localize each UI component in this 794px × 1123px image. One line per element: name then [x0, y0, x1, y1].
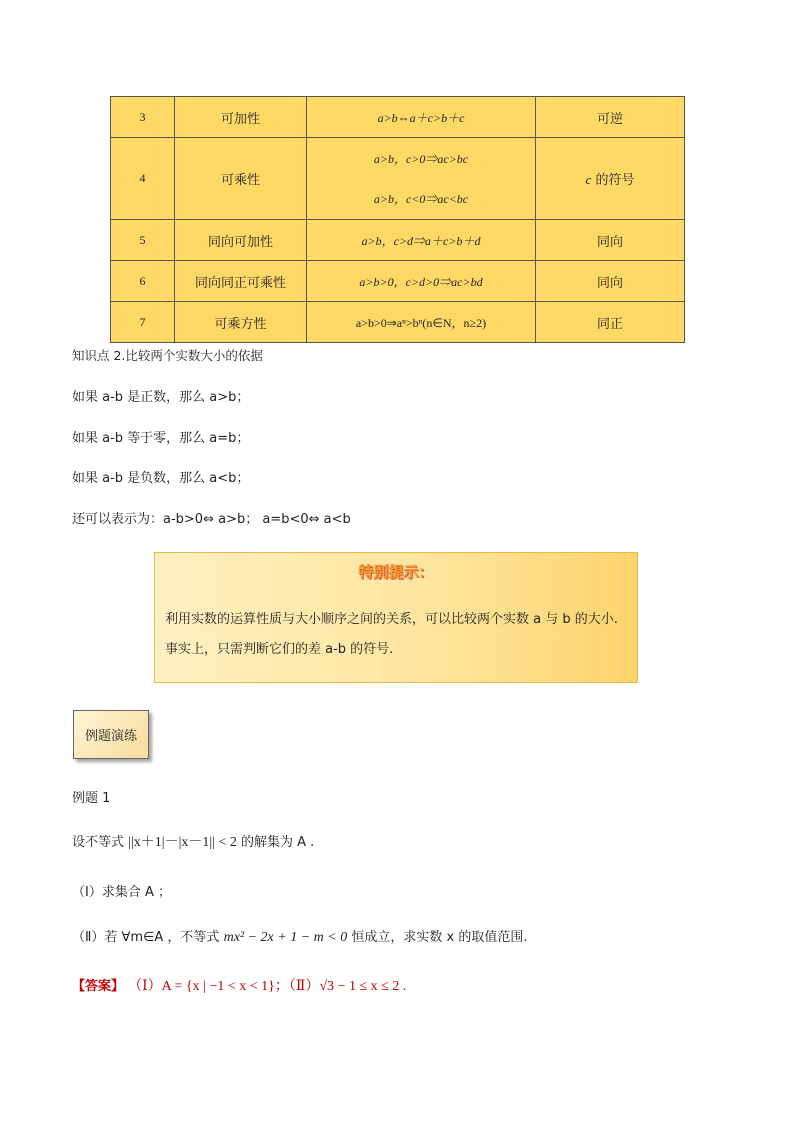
question-part-1: （Ⅰ）求集合 A ；	[72, 885, 171, 900]
knowledge-line-negative: 如果 a-b 是负数，那么 a<b；	[72, 471, 250, 486]
answer-tag: 【答案】	[72, 979, 125, 994]
question-intro-suffix: 的解集为 A .	[241, 835, 315, 850]
property-note: 同正	[536, 302, 685, 343]
question-part-2-prefix: （Ⅱ）若 ∀m∈A ，不等式	[72, 930, 220, 945]
property-condition: a>b，c>d⇒a＋c>b＋d	[307, 220, 536, 261]
property-name: 可乘性	[175, 138, 307, 220]
table-row	[111, 138, 685, 220]
row-number: 4	[111, 138, 175, 220]
property-note: 同向	[536, 220, 685, 261]
question-part-2	[72, 926, 527, 946]
tip-title: 特别提示：	[358, 563, 434, 581]
property-name: 同向同正可乘性	[175, 261, 307, 302]
answer-line	[72, 975, 406, 995]
knowledge-line-zero: 如果 a-b 等于零，那么 a=b；	[72, 431, 250, 446]
row-number: 6	[111, 261, 175, 302]
property-name: 可加性	[175, 97, 307, 138]
property-condition	[307, 138, 536, 220]
condition-positive: a>b，c>0⇒ac>bc	[373, 151, 469, 166]
property-name: 可乘方性	[175, 302, 307, 343]
row-number: 7	[111, 302, 175, 343]
example-section-label: 例题演练	[84, 729, 137, 744]
special-tip-box	[154, 552, 638, 683]
tip-body: 利用实数的运算性质与大小顺序之间的关系，可以比较两个实数 a 与 b 的大小.事实上，只需判断它们的差 a-b 的符号.	[165, 612, 618, 657]
question-part-2-suffix: 恒成立，求实数 x 的取值范围.	[351, 930, 528, 945]
property-name: 同向可加性	[175, 220, 307, 261]
example-title: 例题 1	[72, 791, 111, 806]
inequality-expression: ||x＋1|－|x－1|| < 2	[128, 835, 237, 850]
knowledge-heading: 知识点 2.比较两个实数大小的依据	[72, 348, 263, 363]
row-number: 3	[111, 97, 175, 138]
knowledge-line-equivalence: 还可以表示为：a-b>0⇔ a>b； a=b<0⇔ a<b	[72, 512, 351, 527]
property-condition: a>b⇔a＋c>b＋c	[307, 97, 536, 138]
example-question-intro	[72, 831, 314, 851]
note-variable: c	[585, 172, 592, 187]
table-row	[111, 220, 685, 261]
table-row	[111, 261, 685, 302]
knowledge-line-positive: 如果 a-b 是正数，那么 a>b；	[72, 390, 250, 405]
example-section-tag	[73, 710, 149, 759]
answer-text: （Ⅰ）A = {x | −1 < x < 1}；（Ⅱ）√3 − 1 ≤ x ≤ 2 .	[128, 979, 407, 994]
quadratic-expression: mx² − 2x + 1 − m < 0	[223, 930, 348, 945]
question-intro-text: 设不等式	[72, 835, 125, 850]
properties-table	[110, 96, 685, 343]
table-row	[111, 97, 685, 138]
property-note: 可逆	[536, 97, 685, 138]
note-text: 的符号	[591, 173, 635, 188]
row-number: 5	[111, 220, 175, 261]
table-row	[111, 302, 685, 343]
property-condition: a>b>0，c>d>0⇒ac>bd	[307, 261, 536, 302]
property-condition: a>b>0⇒aⁿ>bⁿ(n∈N，n≥2)	[307, 302, 536, 343]
property-note	[536, 138, 685, 220]
condition-negative: a>b，c<0⇒ac<bc	[373, 191, 469, 206]
property-note: 同向	[536, 261, 685, 302]
